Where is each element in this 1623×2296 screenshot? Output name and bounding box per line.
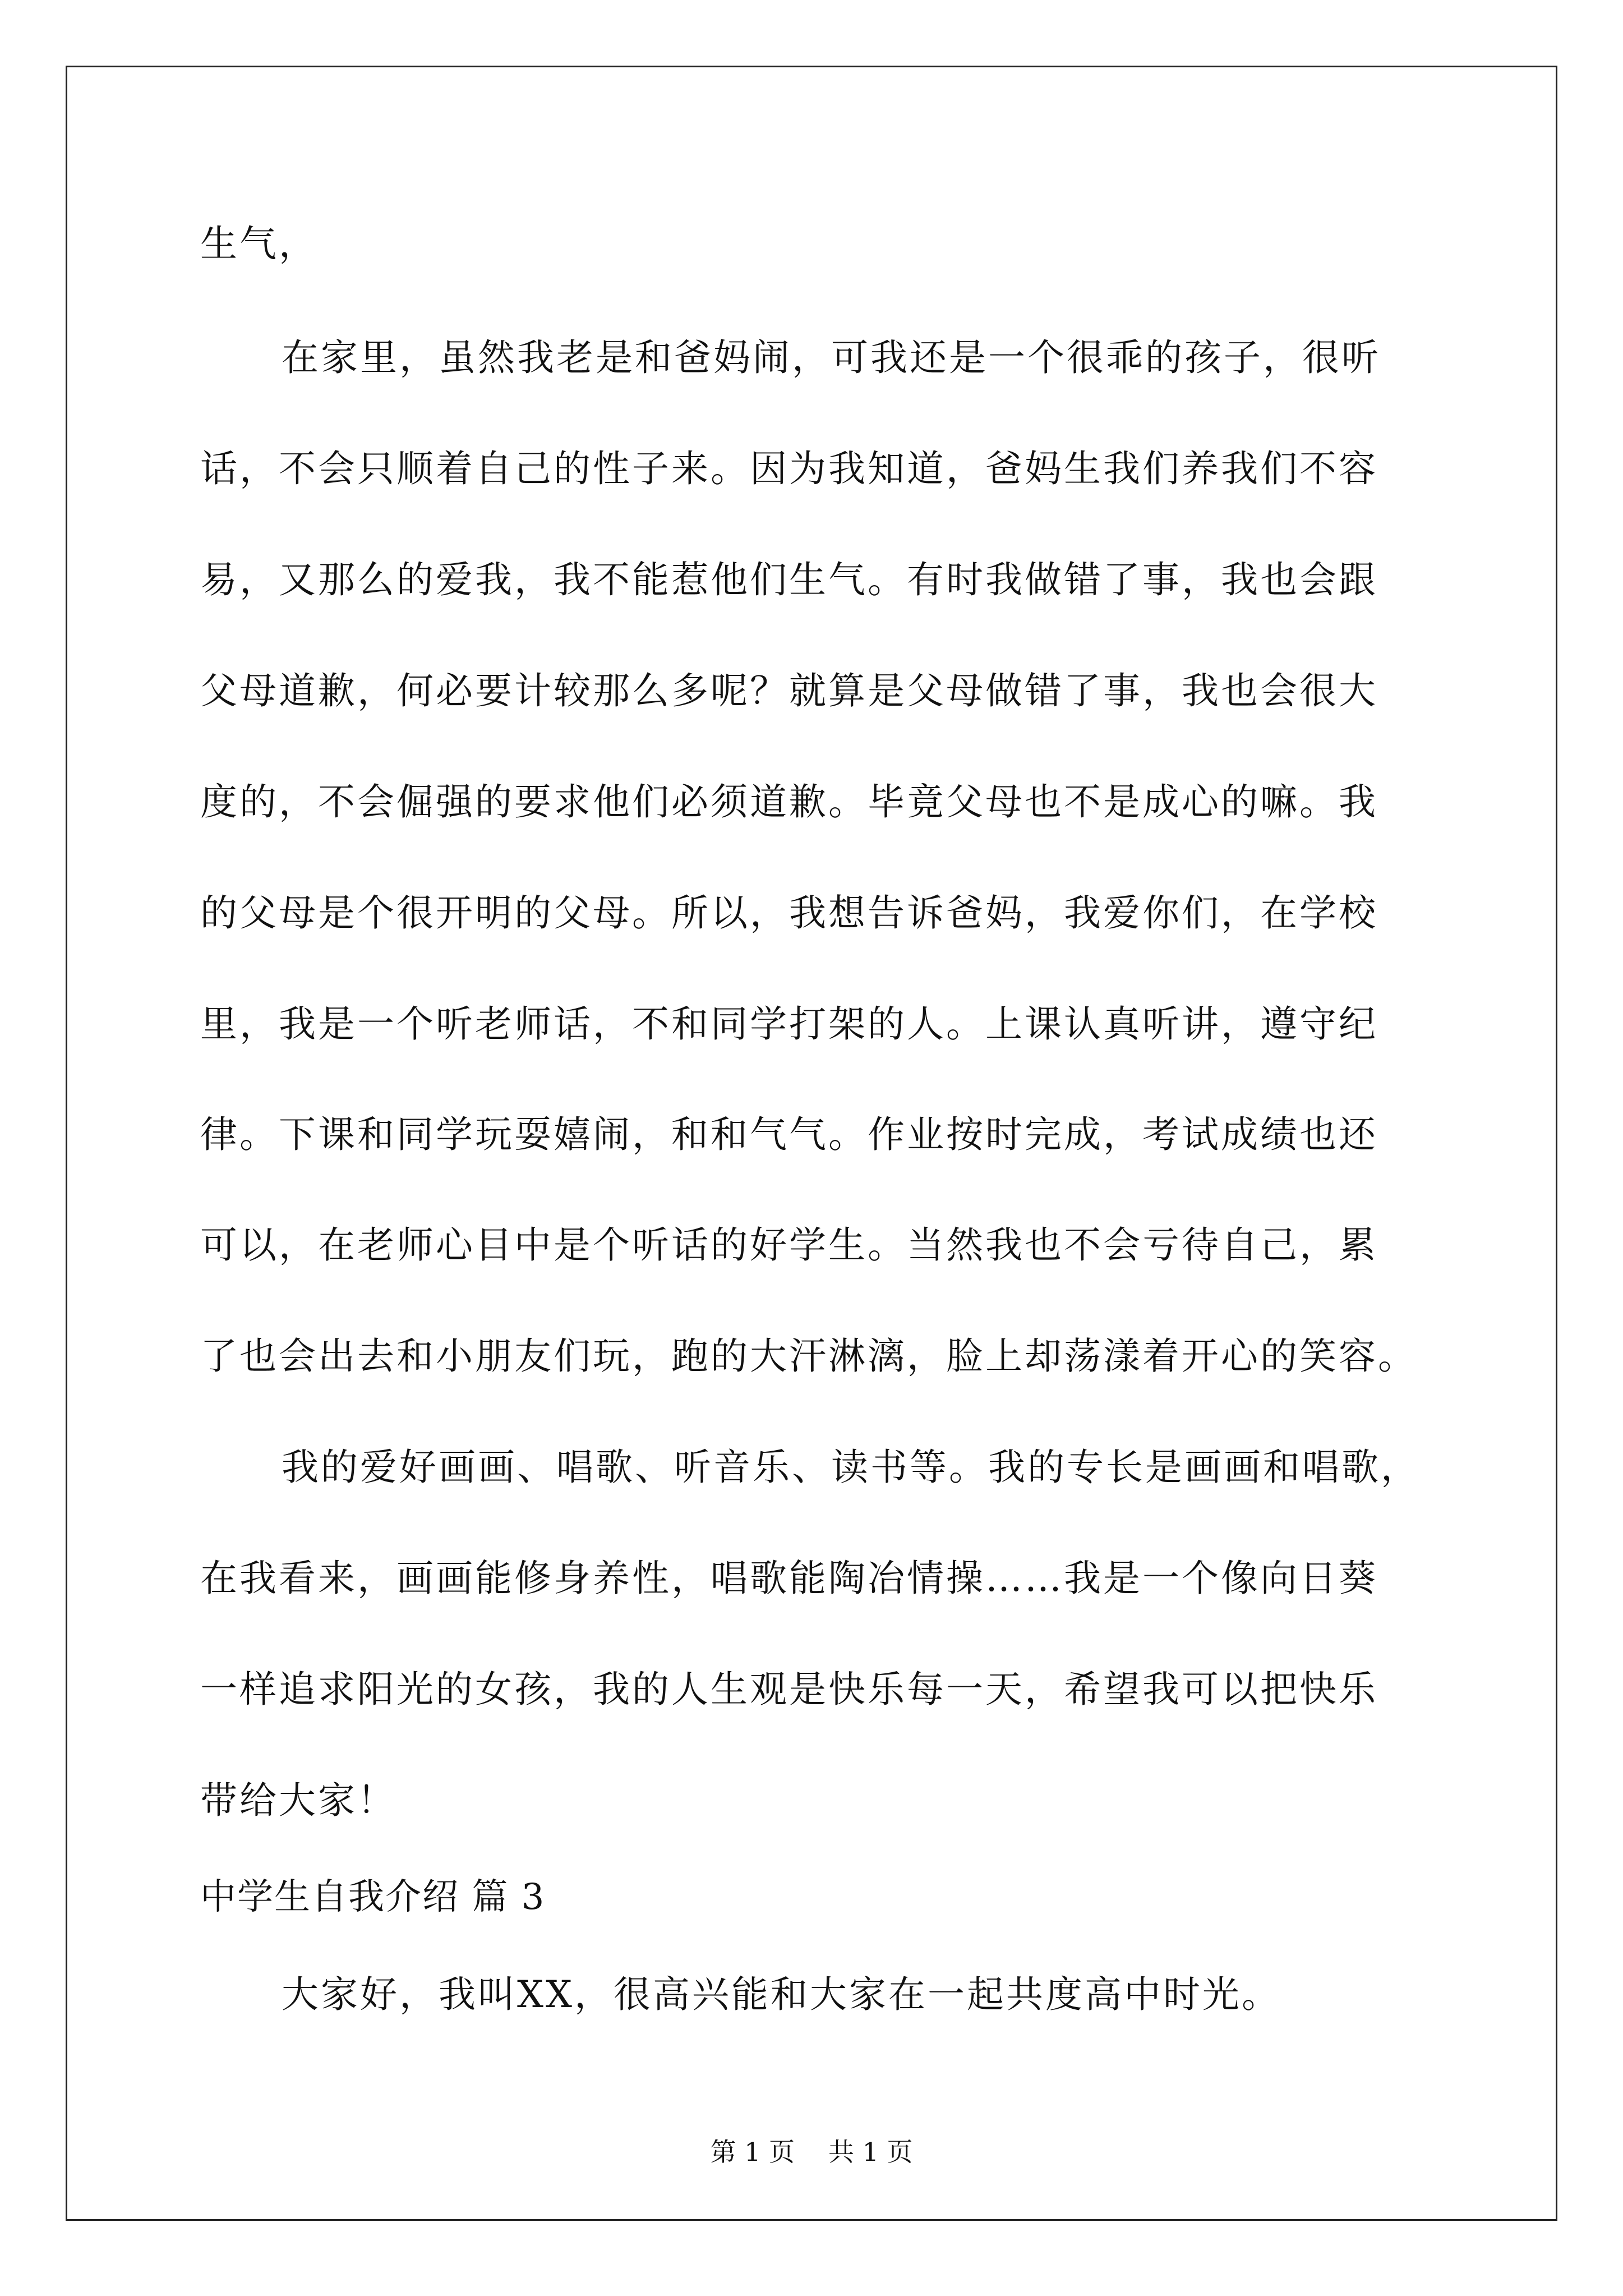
page-total: 共 1 页 — [828, 2137, 913, 2167]
page-footer — [0, 2135, 1623, 2169]
body-line: 的父母是个很开明的父母。所以，我想告诉爸妈，我爱你们，在学校 — [200, 891, 1378, 935]
body-line: 父母道歉，何必要计较那么多呢？就算是父母做错了事，我也会很大 — [200, 669, 1378, 712]
intro-line: 大家好，我叫XX，很高兴能和大家在一起共度高中时光。 — [282, 1973, 1281, 2016]
body-line: 生气， — [200, 222, 318, 265]
body-line: 在我看来，画画能修身养性，唱歌能陶冶情操……我是一个像向日葵 — [200, 1557, 1378, 1600]
body-line: 里，我是一个听老师话，不和同学打架的人。上课认真听讲，遵守纪 — [200, 1002, 1378, 1046]
body-line: 度的，不会倔强的要求他们必须道歉。毕竟父母也不是成心的嘛。我 — [200, 780, 1378, 823]
body-line: 可以，在老师心目中是个听话的好学生。当然我也不会亏待自己，累 — [200, 1223, 1378, 1267]
body-line: 一样追求阳光的女孩，我的人生观是快乐每一天，希望我可以把快乐 — [200, 1668, 1378, 1711]
body-line: 带给大家！ — [200, 1779, 396, 1822]
body-line: 易，又那么的爱我，我不能惹他们生气。有时我做错了事，我也会跟 — [200, 558, 1378, 601]
body-line: 话，不会只顺着自己的性子来。因为我知道，爸妈生我们养我们不容 — [200, 447, 1378, 490]
body-line: 了也会出去和小朋友们玩，跑的大汗淋漓，脸上却荡漾着开心的笑容。 — [200, 1335, 1417, 1378]
paragraph-start-line: 在家里，虽然我老是和爸妈闹，可我还是一个很乖的孩子，很听 — [282, 336, 1381, 379]
paragraph-start-line: 我的爱好画画、唱歌、听音乐、读书等。我的专长是画画和唱歌， — [282, 1446, 1420, 1489]
page-number: 第 1 页 — [710, 2137, 795, 2167]
body-line: 律。下课和同学玩耍嬉闹，和和气气。作业按时完成，考试成绩也还 — [200, 1113, 1378, 1156]
section-heading: 中学生自我介绍 篇 3 — [200, 1876, 546, 1918]
